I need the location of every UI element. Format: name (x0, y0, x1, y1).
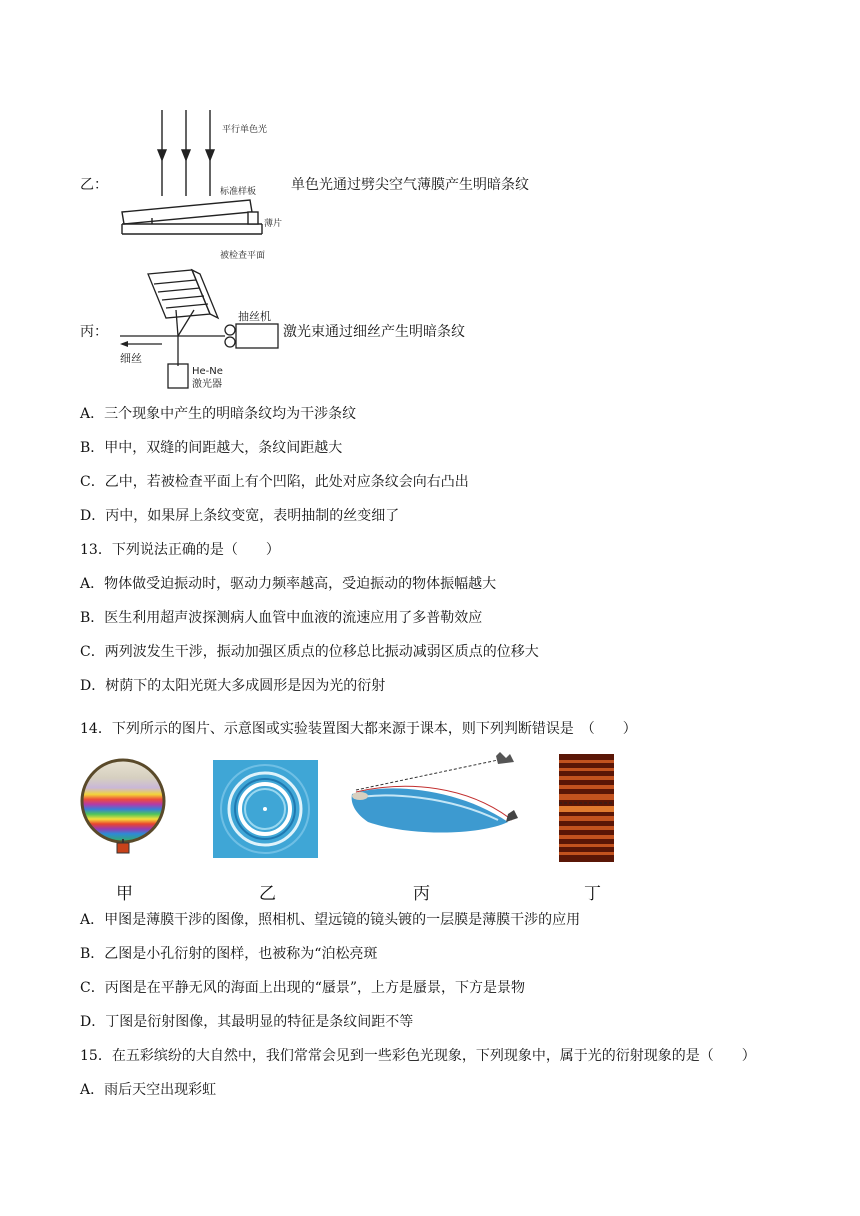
q12-option-d: D．丙中，如果屏上条纹变宽，表明抽制的丝变细了 (80, 508, 400, 524)
figure-yi-label: 乙： (80, 177, 108, 193)
q14-stem: 14．下列所示的图片、示意图或实验装置图大都来源于课本，则下列判断错误是 （ ） (80, 721, 637, 737)
label-parallel-light: 平行单色光 (222, 125, 268, 135)
figure-yi-description: 单色光通过劈尖空气薄膜产生明暗条纹 (291, 177, 529, 193)
q12-option-b: B．甲中，双缝的间距越大，条纹间距越大 (80, 440, 343, 456)
caption-jia: 甲 (116, 884, 133, 904)
caption-ding: 丁 (584, 884, 601, 904)
label-standard-plate: 标准样板 (220, 187, 257, 197)
q13-option-a: A．物体做受迫振动时，驱动力频率越高，受迫振动的物体振幅越大 (80, 576, 497, 592)
q13-option-b: B．医生利用超声波探测病人血管中血液的流速应用了多普勒效应 (80, 610, 483, 626)
figure-bing-wire-diagram (112, 266, 284, 394)
q14-option-a: A．甲图是薄膜干涉的图像，照相机、望远镜的镜头镀的一层膜是薄膜干涉的应用 (80, 912, 581, 928)
q13-stem: 13．下列说法正确的是（ ） (80, 542, 280, 558)
caption-yi: 乙 (259, 884, 276, 904)
q14-option-d: D．丁图是衍射图像，其最明显的特征是条纹间距不等 (80, 1014, 414, 1030)
q12-option-a: A．三个现象中产生的明暗条纹均为干涉条纹 (80, 406, 357, 422)
image-ding-fringes (559, 754, 614, 862)
q12-option-c: C．乙中，若被检查平面上有个凹陷，此处对应条纹会向右凸出 (80, 474, 469, 490)
label-wire-drawer: 抽丝机 (238, 310, 271, 323)
q13-option-c: C．两列波发生干涉，振动加强区质点的位移总比振动减弱区质点的位移大 (80, 644, 539, 660)
caption-bing: 丙 (413, 884, 430, 904)
image-yi-ring-pattern (213, 760, 318, 858)
figure-bing-label: 丙： (80, 324, 108, 340)
label-laser-line1: He-Ne (192, 366, 223, 377)
q15-option-a: A．雨后天空出现彩虹 (80, 1082, 217, 1098)
q14-option-c: C．丙图是在平静无风的海面上出现的“蜃景”，上方是蜃景，下方是景物 (80, 980, 526, 996)
label-laser-line2: 激光器 (192, 379, 222, 390)
q14-option-b: B．乙图是小孔衍射的图样，也被称为“泊松亮斑 (80, 946, 378, 962)
label-test-plane: 被检查平面 (220, 251, 266, 261)
label-fine-wire: 细丝 (120, 352, 142, 365)
image-jia-soap-film (80, 755, 166, 859)
q15-stem: 15．在五彩缤纷的大自然中，我们常常会见到一些彩色光现象，下列现象中，属于光的衍射现象的是（ ） (80, 1048, 756, 1064)
image-bing-mirage (348, 752, 528, 838)
label-thin-sheet: 薄片 (264, 219, 282, 229)
figure-bing-description: 激光束通过细丝产生明暗条纹 (283, 324, 465, 340)
q13-option-d: D．树荫下的太阳光斑大多成圆形是因为光的衍射 (80, 678, 386, 694)
figure-yi-wedge-diagram (112, 108, 282, 266)
